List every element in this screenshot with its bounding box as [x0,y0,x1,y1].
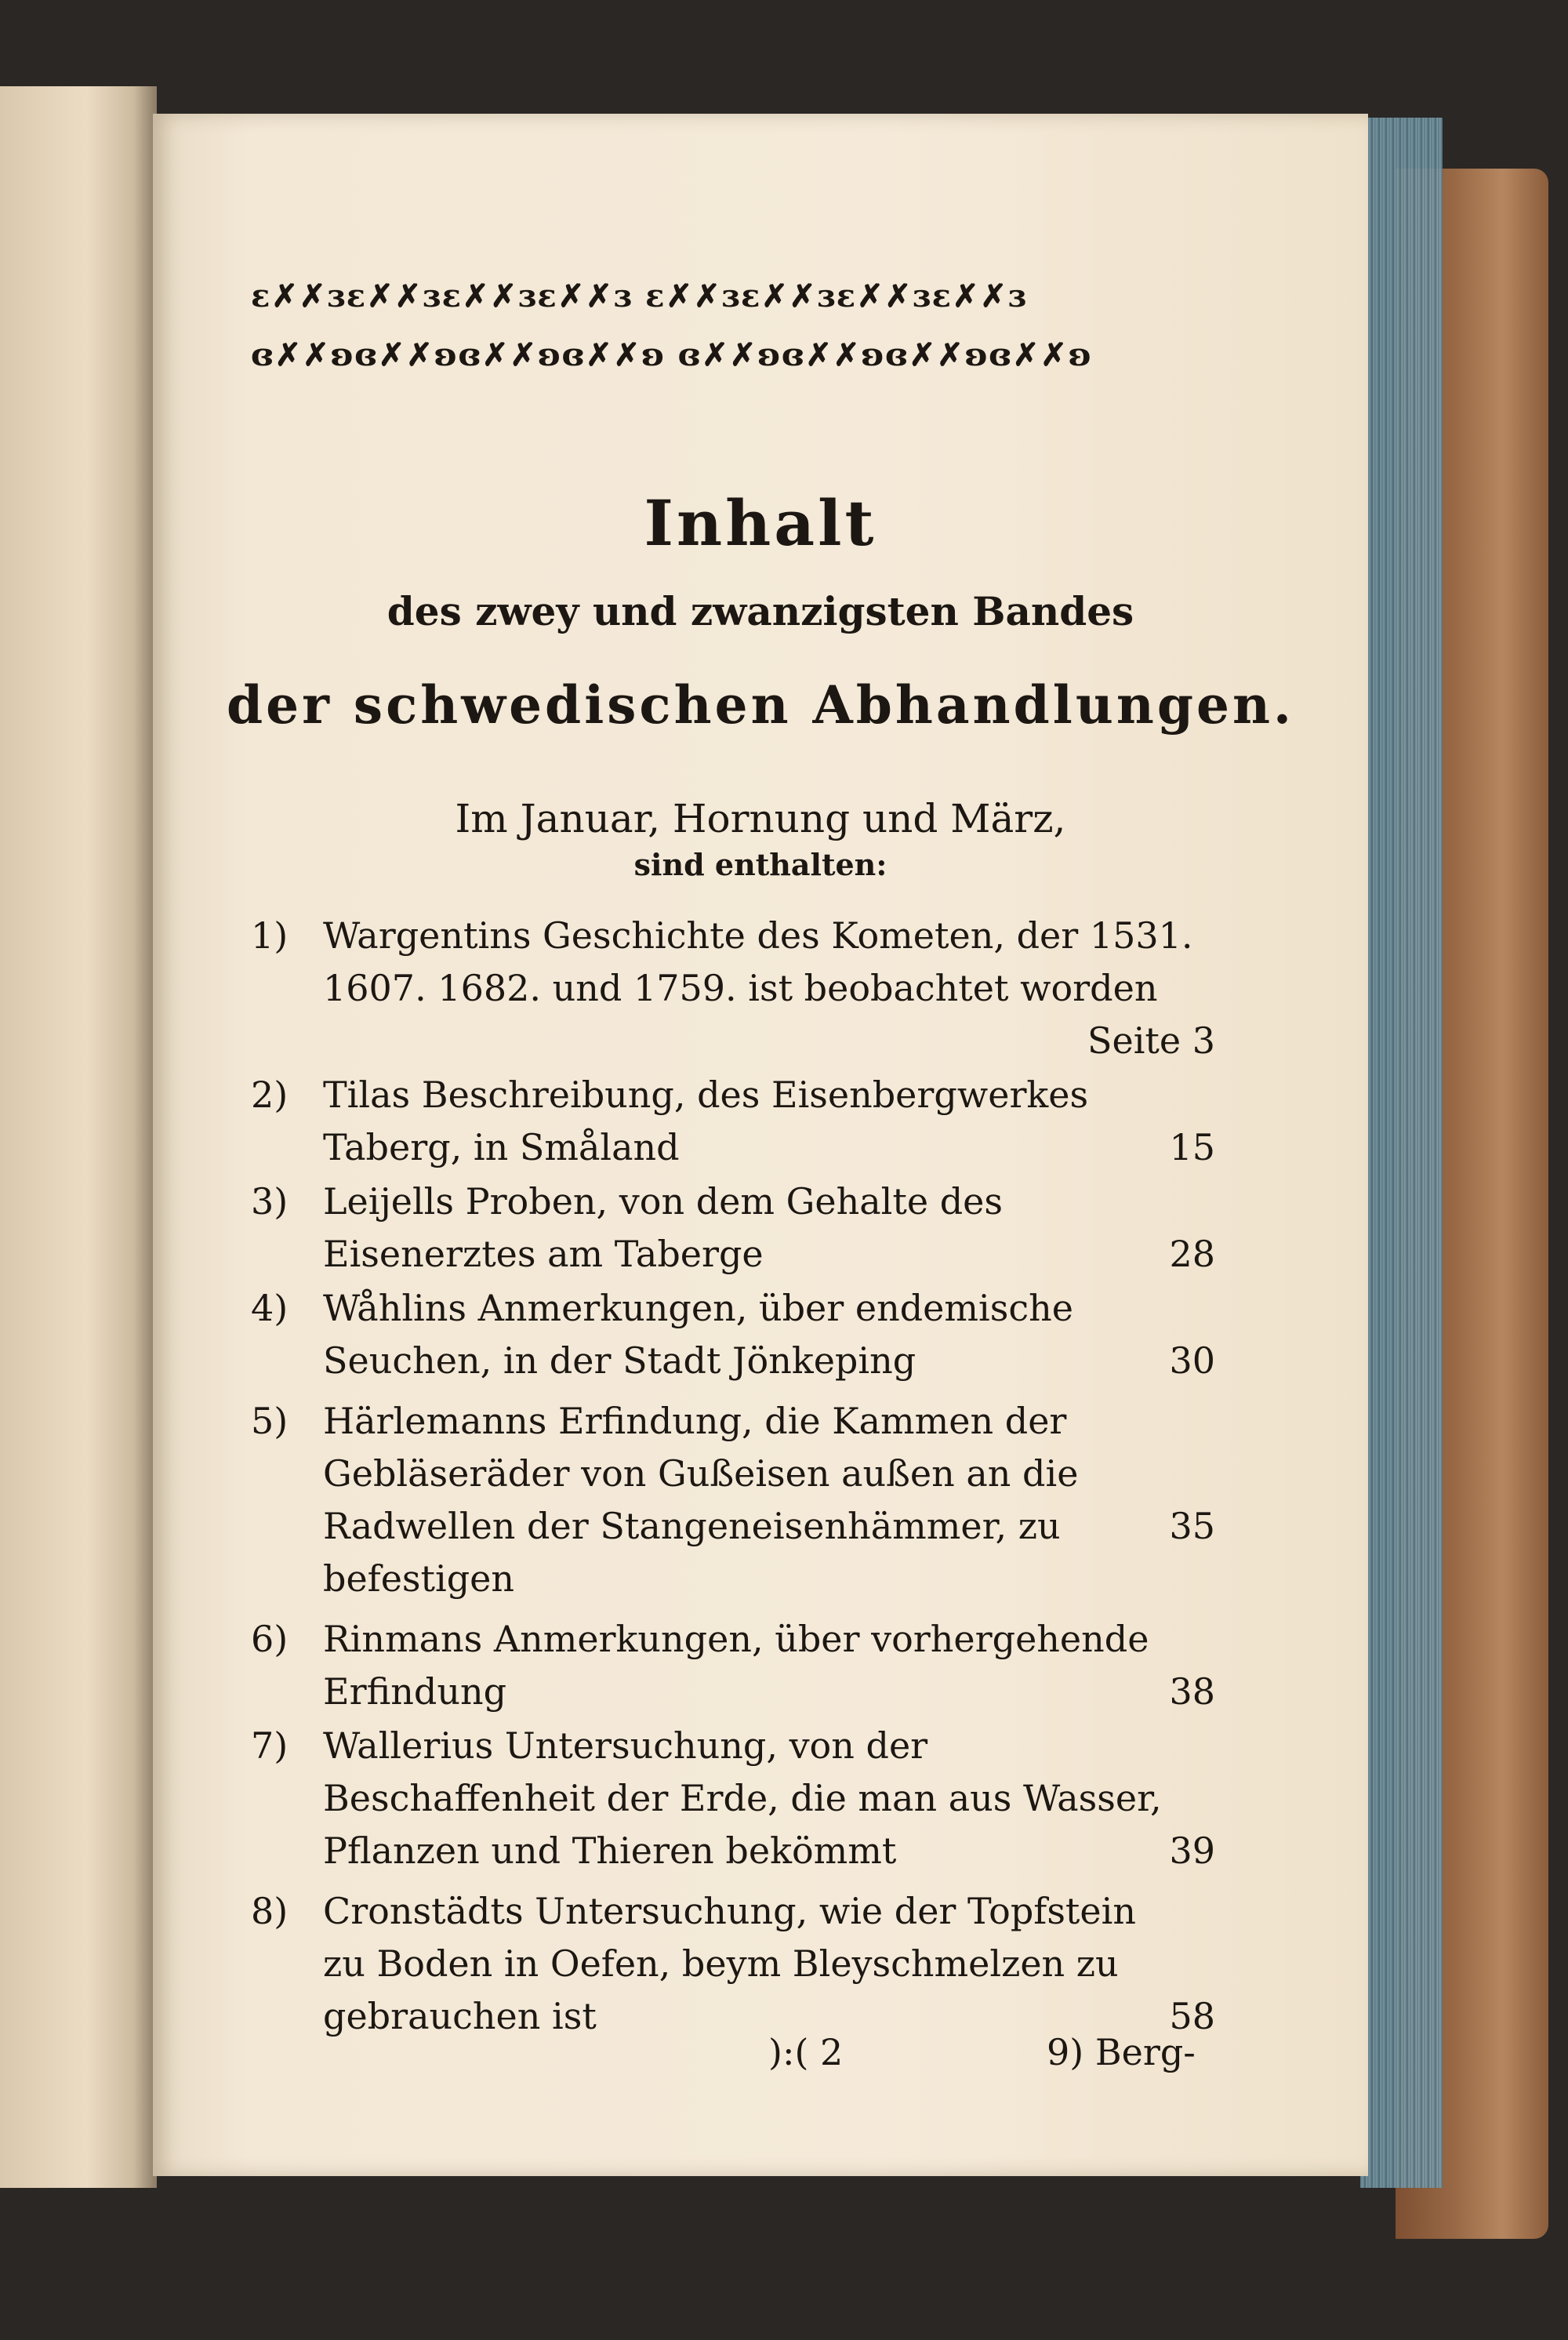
entry-text: Leijells Proben, von dem Gehalte des Eisenerztes am Taberge [323,1180,1003,1275]
contents-entry [251,1720,1215,1877]
ornament-band-bottom: ɞ✗✗ʚɞ✗✗ʚɞ✗✗ʚɞ✗✗ʚ ɞ✗✗ʚɞ✗✗ʚɞ✗✗ʚɞ✗✗ʚ [251,337,1093,373]
entry-page: 35 [1169,1505,1215,1547]
entry-text: Wåhlins Anmerkungen, über endemische Seuchen, in der Stadt Jönkeping [323,1287,1073,1382]
catchword: 9) Berg- [1047,2031,1196,2073]
contents-entry [251,1613,1215,1718]
entry-page: 39 [1169,1829,1215,1872]
contents-entry [251,1069,1215,1174]
entry-page: 38 [1169,1670,1215,1713]
entry-number: 6) [251,1618,289,1660]
contents-list [251,910,1215,2043]
entry-text: Rinmans Anmerkungen, über vorhergehende Erfindung [323,1618,1149,1713]
entry-number: 3) [251,1180,289,1223]
contents-entry [251,1282,1215,1387]
contents-entry [251,910,1215,1067]
page-edges [1360,118,1443,2188]
entry-number: 2) [251,1074,289,1116]
left-page-edge [0,86,157,2188]
entry-number: 7) [251,1724,289,1767]
page-title: Inhalt [644,486,877,560]
entry-page: 15 [1169,1126,1215,1168]
entry-page: Seite 3 [1087,1019,1215,1062]
entry-number: 8) [251,1890,289,1932]
section-heading: Im Januar, Hornung und März, [455,796,1066,841]
entry-page: 58 [1169,1995,1215,2037]
contents-entry [251,1885,1215,2043]
entry-page: 28 [1169,1233,1215,1275]
entry-text: Tilas Beschreibung, des Eisenbergwerkes Taberg, in Småland [323,1074,1089,1168]
entry-text: Wallerius Untersuchung, von der Beschaffenheit der Erde, die man aus Wasser, Pflanzen und Thieren bekömmt [323,1724,1162,1872]
ornament-band-top: ɛ✗✗ɜɛ✗✗ɜɛ✗✗ɜɛ✗✗ɜ ɛ✗✗ɜɛ✗✗ɜɛ✗✗ɜɛ✗✗ɜ [251,278,1028,314]
subtitle-series: der schwedischen Abhandlungen. [227,674,1294,736]
entry-text: Cronstädts Untersuchung, wie der Topfstein zu Boden in Oefen, beym Bleyschmelzen zu gebrauchen ist [323,1890,1136,2037]
signature-mark: ):( 2 [768,2031,844,2073]
entry-number: 1) [251,914,289,957]
subtitle-volume: des zwey und zwanzigsten Bandes [387,588,1134,634]
section-subheading: sind enthalten: [633,847,887,882]
entry-text: Härlemanns Erfindung, die Kammen der Gebläseräder von Gußeisen außen an die Radwellen der Stangeneisenhämmer, zu befestigen [323,1400,1079,1600]
entry-text: Wargentins Geschichte des Kometen, der 1531. 1607. 1682. und 1759. ist beobachtet worden [323,914,1193,1009]
contents-entry [251,1175,1215,1281]
entry-page: 30 [1169,1339,1215,1382]
entry-number: 5) [251,1400,289,1442]
contents-entry [251,1395,1215,1605]
entry-number: 4) [251,1287,289,1329]
